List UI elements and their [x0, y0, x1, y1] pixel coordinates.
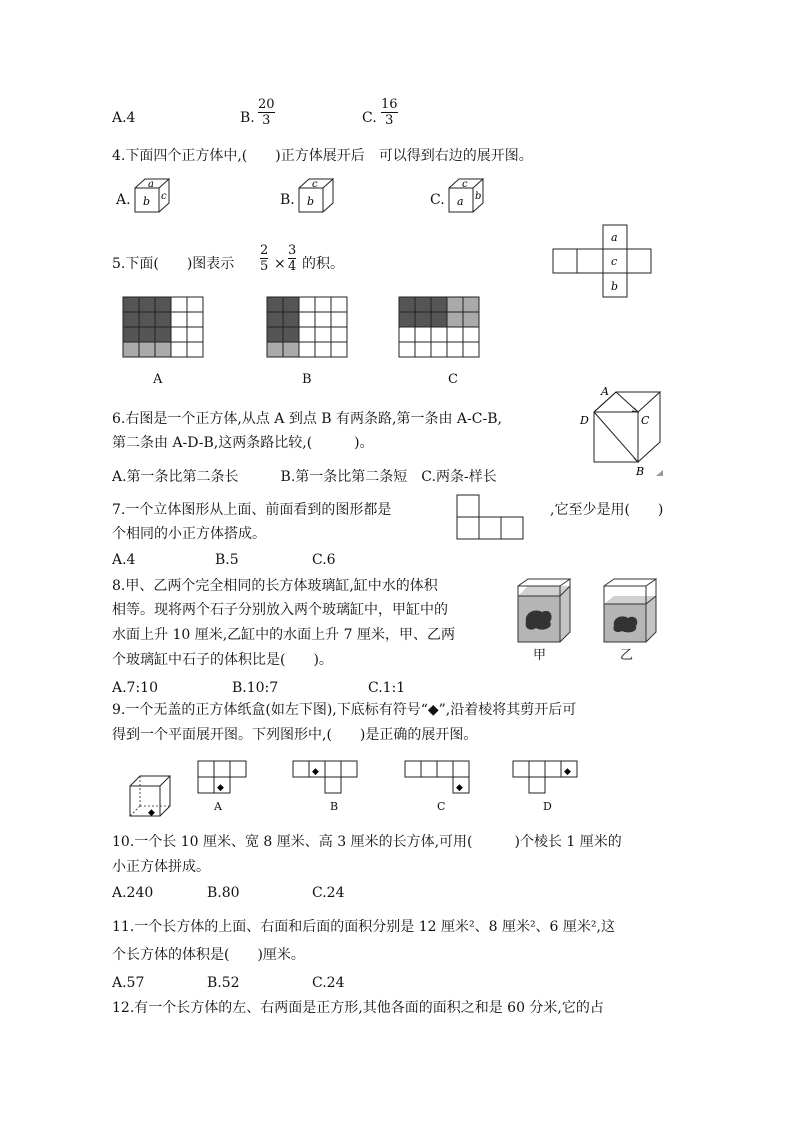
q5-fraction-1	[260, 243, 268, 274]
grid-cell	[315, 327, 331, 342]
q3-option-a: A.4	[112, 110, 136, 126]
grid-cell	[155, 297, 171, 312]
grid-cell	[399, 342, 415, 357]
q4-option-a-label: A.	[116, 192, 131, 208]
grid-cell	[315, 297, 331, 312]
q8-option-a: A.7:10	[112, 680, 158, 696]
grid-cell	[299, 342, 315, 357]
q4-stem: 4.下面四个正方体中,( )正方体展开后 可以得到右边的展开图。	[112, 148, 533, 164]
q10-option-b: B.80	[207, 885, 240, 901]
q9-net-b-label: B	[330, 800, 339, 813]
q7-line-1-before: 7.一个立体图形从上面、前面看到的图形都是	[112, 502, 392, 518]
grid-cell	[155, 342, 171, 357]
q4-option-c-label: C.	[430, 192, 445, 208]
grid-cell	[283, 342, 299, 357]
grid-cell	[415, 312, 431, 327]
grid-cell	[331, 342, 347, 357]
stone	[613, 616, 637, 632]
grid-cell	[447, 342, 463, 357]
q4-cube-b	[296, 176, 338, 216]
cube-side-letter: b	[475, 191, 482, 202]
net-letter: c	[611, 255, 618, 268]
net-letter: a	[611, 231, 618, 244]
grid-cell	[123, 312, 139, 327]
grid-cell	[415, 327, 431, 342]
cube-top-letter: c	[312, 179, 318, 190]
grid-cell	[447, 327, 463, 342]
grid-cell	[139, 342, 155, 357]
grid-cell	[267, 312, 283, 327]
grid-cell	[171, 297, 187, 312]
q11-option-c: C.24	[312, 975, 345, 991]
grid-cell	[299, 297, 315, 312]
cube-side-letter: c	[161, 191, 167, 202]
q5-grid-c	[398, 296, 480, 360]
grid-cell	[331, 312, 347, 327]
grid-cell	[187, 297, 203, 312]
q7-option-a: A.4	[112, 552, 136, 568]
grid-cell	[187, 327, 203, 342]
stone	[526, 610, 552, 629]
q8-line-2: 相等。现将两个石子分别放入两个玻璃缸中，甲缸中的	[112, 602, 448, 618]
q9-line-1: 9.一个无盖的正方体纸盒(如左下图),下底标有符号“◆”,沿着棱将其剪开后可	[112, 702, 577, 718]
q8-tank-yi	[600, 578, 660, 646]
grid-cell	[415, 342, 431, 357]
grid-cell	[171, 327, 187, 342]
diamond-icon: ◆	[312, 767, 319, 777]
q6-line-2: 第二条由 A-D-B,这两条路比较,( )。	[112, 435, 374, 451]
q4-unfolded-net	[552, 224, 654, 300]
q3-option-b-fraction	[258, 97, 275, 128]
grid-cell	[283, 297, 299, 312]
grid-cell	[187, 342, 203, 357]
fraction-denominator: 5	[260, 259, 269, 274]
grid-cell	[187, 312, 203, 327]
q9-net-c-label: C	[437, 800, 446, 813]
fraction-numerator: 2	[260, 243, 269, 258]
grid-cell	[399, 327, 415, 342]
grid-cell	[315, 342, 331, 357]
q8-option-b: B.10:7	[232, 680, 279, 696]
q11-option-a: A.57	[112, 975, 145, 991]
fraction-denominator: 3	[385, 113, 394, 128]
cube-front-letter: b	[143, 195, 151, 208]
q9-open-box	[128, 774, 174, 818]
grid-cell	[447, 312, 463, 327]
q10-option-a: A.240	[112, 885, 154, 901]
grid-cell	[399, 297, 415, 312]
q5-fraction-2	[288, 243, 296, 274]
q11-option-b: B.52	[207, 975, 240, 991]
q4-option-b-label: B.	[280, 192, 295, 208]
grid-cell	[331, 327, 347, 342]
cube-front-letter: a	[457, 195, 464, 208]
q10-line-2: 小正方体拼成。	[112, 859, 210, 875]
grid-cell	[299, 327, 315, 342]
grid-cell	[463, 297, 479, 312]
grid-cell	[463, 327, 479, 342]
cube-top-letter: a	[148, 179, 154, 190]
q8-line-1: 8.甲、乙两个完全相同的长方体玻璃缸,缸中水的体积	[112, 578, 438, 594]
grid-cell	[155, 312, 171, 327]
diamond-icon: ◆	[564, 767, 571, 777]
q6-cube-path-diagram	[572, 384, 664, 480]
grid-cell	[299, 312, 315, 327]
grid-cell	[283, 327, 299, 342]
q9-net-a	[197, 760, 249, 798]
fraction-denominator: 3	[262, 113, 271, 128]
vertex-label-d: D	[580, 414, 589, 427]
grid-cell	[431, 312, 447, 327]
q7-option-b: B.5	[215, 552, 239, 568]
grid-cell	[123, 327, 139, 342]
grid-cell	[431, 327, 447, 342]
grid-cell	[267, 327, 283, 342]
grid-cell	[431, 297, 447, 312]
grid-cell	[399, 312, 415, 327]
q4-cube-c	[446, 176, 488, 216]
grid-cell	[415, 297, 431, 312]
q5-grid-b-label: B	[302, 372, 312, 387]
grid-cell	[123, 342, 139, 357]
q7-line-2: 个相同的小正方体搭成。	[112, 526, 266, 542]
fraction-numerator: 16	[381, 97, 398, 112]
fraction-numerator: 3	[288, 243, 297, 258]
q7-view-shape	[456, 494, 526, 542]
net-letter: b	[611, 280, 619, 293]
q8-line-4: 个玻璃缸中石子的体积比是( )。	[112, 652, 333, 668]
cube-front-letter: b	[307, 195, 315, 208]
grid-cell	[463, 312, 479, 327]
q11-line-1: 11.一个长方体的上面、右面和后面的面积分别是 12 厘米²、8 厘米²、6 厘米²,这	[112, 919, 615, 935]
q9-net-a-label: A	[214, 800, 222, 813]
q9-net-d	[512, 760, 584, 798]
q9-net-b	[292, 760, 362, 798]
q8-tank-jia	[514, 578, 574, 646]
diamond-icon: ◆	[217, 783, 224, 793]
q8-line-3: 水面上升 10 厘米,乙缸中的水面上升 7 厘米，甲、乙两	[112, 627, 455, 643]
fraction-denominator: 4	[288, 259, 297, 274]
q6-line-1: 6.右图是一个正方体,从点 A 到点 B 有两条路,第一条由 A-C-B,	[112, 411, 502, 427]
grid-cell	[171, 342, 187, 357]
q5-times-sign: ×	[274, 256, 286, 272]
q5-grid-b	[266, 296, 348, 360]
vertex-label-c: C	[641, 414, 650, 427]
grid-cell	[139, 312, 155, 327]
grid-cell	[315, 312, 331, 327]
q9-net-d-label: D	[543, 800, 552, 813]
fraction-numerator: 20	[258, 97, 275, 112]
vertex-label-b: B	[636, 465, 645, 478]
q5-stem-after: 的积。	[302, 256, 344, 272]
vertex-label-a: A	[601, 385, 609, 398]
q9-net-c	[404, 760, 476, 798]
grid-cell	[463, 342, 479, 357]
q5-grid-c-label: C	[448, 372, 458, 387]
grid-cell	[171, 312, 187, 327]
grid-cell	[447, 297, 463, 312]
corner-mark	[656, 470, 663, 476]
q12-line-1: 12.有一个长方体的左、右两面是正方形,其他各面的面积之和是 60 分米,它的占	[112, 1000, 604, 1016]
q8-option-c: C.1:1	[368, 680, 406, 696]
q10-option-c: C.24	[312, 885, 345, 901]
q8-tank-yi-label: 乙	[620, 648, 634, 663]
grid-cell	[123, 297, 139, 312]
q7-option-c: C.6	[312, 552, 336, 568]
q4-cube-a	[132, 176, 174, 216]
grid-cell	[267, 342, 283, 357]
q5-grid-a-label: A	[153, 372, 163, 387]
q10-line-1: 10.一个长 10 厘米、宽 8 厘米、高 3 厘米的长方体,可用( )个棱长 1 厘米的	[112, 834, 622, 850]
grid-cell	[331, 297, 347, 312]
grid-cell	[155, 327, 171, 342]
cube-top-letter: c	[462, 179, 468, 190]
q7-line-1-after: ,它至少是用( )	[550, 502, 664, 518]
q5-stem-before: 5.下面( )图表示	[112, 256, 235, 272]
diamond-icon: ◆	[456, 783, 463, 793]
q6-options: A.第一条比第二条长 B.第一条比第二条短 C.两条-样长	[112, 469, 497, 485]
grid-cell	[283, 312, 299, 327]
q8-tank-jia-label: 甲	[533, 648, 547, 663]
q11-line-2: 个长方体的体积是( )厘米。	[112, 947, 305, 963]
diamond-icon: ◆	[148, 808, 155, 818]
grid-cell	[139, 297, 155, 312]
grid-cell	[139, 327, 155, 342]
q3-option-b-prefix: B.	[240, 110, 255, 126]
grid-cell	[431, 342, 447, 357]
q3-option-c-fraction	[381, 97, 398, 128]
q3-option-c-prefix: C.	[362, 110, 377, 126]
grid-cell	[267, 297, 283, 312]
q9-line-2: 得到一个平面展开图。下列图形中,( )是正确的展开图。	[112, 727, 478, 743]
q5-grid-a	[122, 296, 204, 360]
